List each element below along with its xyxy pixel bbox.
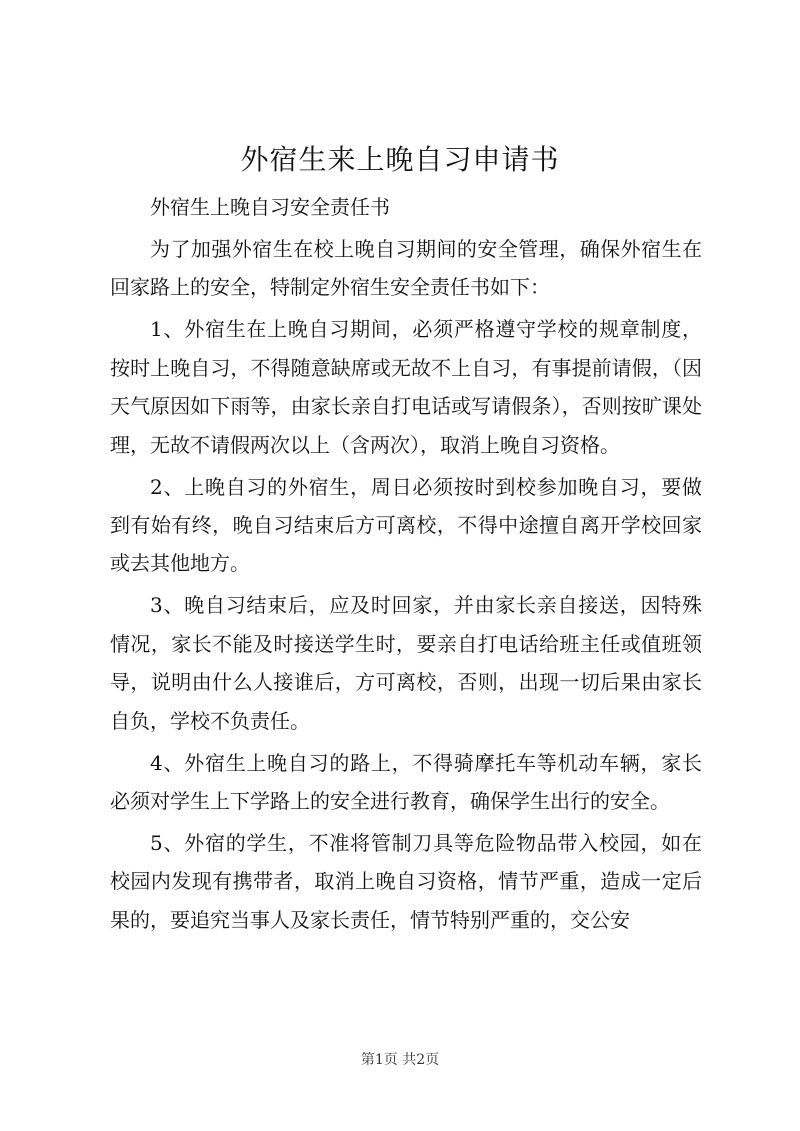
subtitle-paragraph: 外宿生上晚自习安全责任书 — [150, 195, 390, 219]
rule-paragraph-3: 3、晚自习结束后，应及时回家，并由家长亲自接送，因特殊情况，家长不能及时接送学生时，要亲自打电话给班主任或值班领导，说明由什么人接谁后，方可离校，否则，出现一切后果由家长自负，学校不负责任。 — [110, 593, 702, 733]
rule-paragraph-4: 4、外宿生上晚自习的路上，不得骑摩托车等机动车辆，家长必须对学生上下学路上的安全进行教育，确保学生出行的安全。 — [110, 750, 702, 814]
document-body — [110, 188, 702, 943]
rule-paragraph-5: 5、外宿的学生，不准将管制刀具等危险物品带入校园，如在校园内发现有携带者，取消上晚自习资格，情节严重，造成一定后果的，要追究当事人及家长责任，情节特别严重的，交公安 — [110, 831, 702, 932]
page-title: 外宿生来上晚自习申请书 — [240, 143, 560, 176]
rule-paragraph-2: 2、上晚自习的外宿生，周日必须按时到校参加晚自习，要做到有始有终，晚自习结束后方可离校，不得中途擅自离开学校回家或去其他地方。 — [110, 474, 702, 576]
intro-paragraph: 为了加强外宿生在校上晚自习期间的安全管理，确保外宿生在回家路上的安全，特制定外宿生安全责任书如下： — [110, 237, 702, 300]
rule-paragraph-1: 1、外宿生在上晚自习期间，必须严格遵守学校的规章制度，按时上晚自习，不得随意缺席或无故不上自习，有事提前请假，（因天气原因如下雨等，由家长亲自打电话或写请假条），否则按旷课处理，无故不请假两次以上（含两次），取消上晚自习资格。 — [110, 317, 702, 457]
page-footer: 第1页 共2页 — [360, 1052, 440, 1068]
